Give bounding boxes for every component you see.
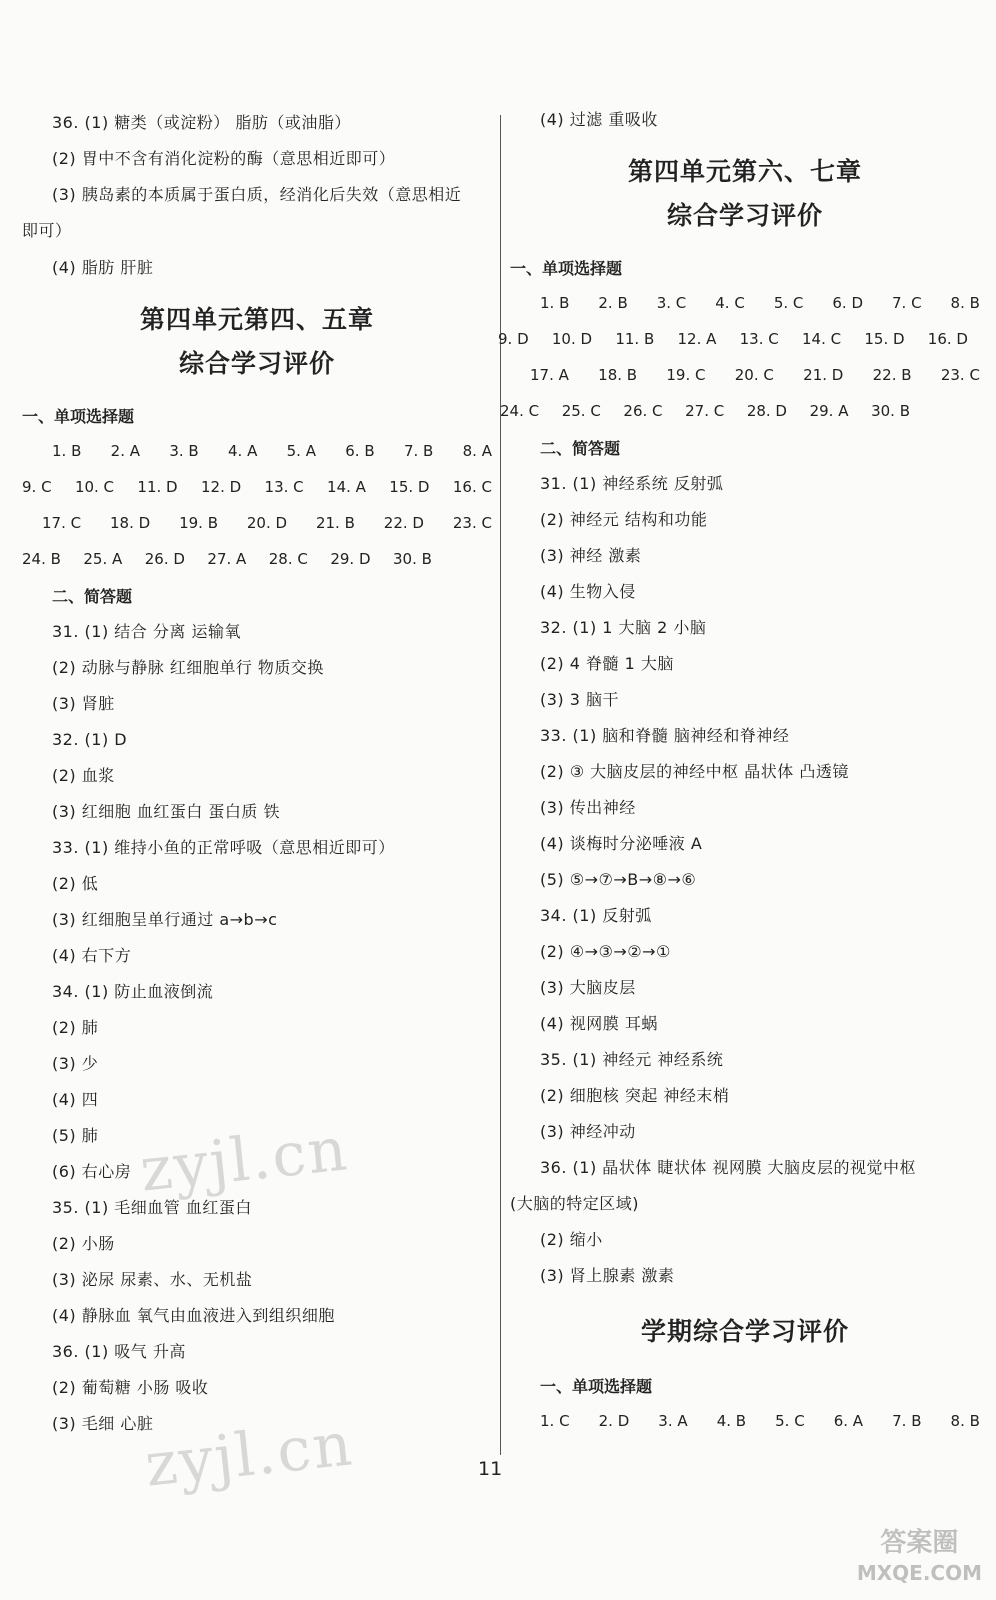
answer-line: 34. (1) 反射弧 — [540, 906, 652, 925]
answer-line: (2) 细胞核 突起 神经末梢 — [540, 1086, 730, 1105]
choice-answer: 22. D — [383, 514, 424, 532]
watermark-badge — [857, 1528, 982, 1588]
answer-line: 32. (1) 1 大脑 2 小脑 — [540, 618, 707, 637]
answer-line: (2) 小肠 — [52, 1234, 115, 1253]
choice-answer: 13. C — [264, 478, 304, 496]
choice-answer: 6. A — [833, 1412, 864, 1430]
answer-line: (3) 肾上腺素 激素 — [540, 1266, 675, 1285]
choice-answer: 18. D — [110, 514, 151, 532]
choice-answer: 1. C — [540, 1412, 570, 1430]
choice-answer: 23. C — [452, 514, 492, 532]
column-divider — [500, 115, 501, 1455]
section-heading: 二、简答题 — [540, 439, 621, 458]
answer-line: (4) 四 — [52, 1090, 99, 1109]
choice-answer: 24. C — [500, 402, 540, 420]
choice-row — [500, 400, 910, 422]
watermark-logo: zyjl.cn — [136, 1114, 352, 1206]
choice-answer: 28. C — [268, 550, 308, 568]
choice-answer: 19. C — [666, 366, 706, 384]
choice-answer: 7. B — [403, 442, 434, 460]
answer-line: (2) 葡萄糖 小肠 吸收 — [52, 1378, 209, 1397]
choice-answer: 5. C — [775, 1412, 805, 1430]
choice-answer: 3. B — [169, 442, 199, 460]
section-title: 第四单元第四、五章 — [139, 305, 374, 334]
choice-answer: 12. A — [677, 330, 717, 348]
answer-line: (3) 神经冲动 — [540, 1122, 636, 1141]
answer-line: (4) 静脉血 氧气由血液进入到组织细胞 — [52, 1306, 335, 1325]
choice-answer: 28. D — [746, 402, 787, 420]
answer-line: (2) 血浆 — [52, 766, 115, 785]
answer-line: (3) 传出神经 — [540, 798, 636, 817]
choice-answer: 14. A — [327, 478, 366, 496]
choice-answer: 26. C — [623, 402, 663, 420]
choice-answer: 21. B — [315, 514, 355, 532]
answer-line: (2) 神经元 结构和功能 — [540, 510, 708, 529]
answer-line: (3) 毛细 心脏 — [52, 1414, 154, 1433]
section-title: 第四单元第六、七章 — [627, 157, 862, 186]
choice-answer: 5. A — [286, 442, 316, 460]
choice-answer: 12. D — [200, 478, 242, 496]
answer-line: (5) ⑤→⑦→B→⑧→⑥ — [540, 870, 697, 889]
answer-line: (2) ③ 大脑皮层的神经中枢 晶状体 凸透镜 — [540, 762, 849, 781]
choice-answer: 16. C — [452, 478, 492, 496]
choice-answer: 30. B — [393, 550, 432, 568]
choice-answer: 6. B — [345, 442, 375, 460]
answer-line: (3) 3 脑干 — [540, 690, 620, 709]
choice-answer: 15. D — [864, 330, 905, 348]
choice-answer: 8. B — [950, 1412, 980, 1430]
answer-line: (3) 泌尿 尿素、水、无机盐 — [52, 1270, 253, 1289]
answer-line: 36. (1) 晶状体 睫状体 视网膜 大脑皮层的视觉中枢 — [540, 1158, 917, 1177]
choice-answer: 8. A — [462, 442, 492, 460]
choice-answer: 17. C — [42, 514, 82, 532]
choice-answer: 29. D — [330, 550, 371, 568]
choice-answer: 10. D — [551, 330, 593, 348]
answer-line: (3) 红细胞呈单行通过 a→b→c — [52, 910, 278, 929]
choice-row — [22, 548, 432, 570]
choice-answer: 27. C — [685, 402, 725, 420]
answer-line: 33. (1) 脑和脊髓 脑神经和脊神经 — [540, 726, 790, 745]
answer-line: (2) 胃中不含有消化淀粉的酶（意思相近即可） — [52, 149, 396, 168]
answer-line: (3) 胰岛素的本质属于蛋白质，经消化后失效（意思相近 — [52, 185, 462, 204]
choice-row — [52, 440, 492, 462]
choice-answer: 20. C — [734, 366, 774, 384]
choice-answer: 21. D — [803, 366, 844, 384]
watermark-logo: zyjl.cn — [141, 1409, 357, 1501]
answer-line: (4) 谈梅时分泌唾液 A — [540, 834, 703, 853]
choice-answer: 30. B — [871, 402, 910, 420]
choice-answer: 20. D — [246, 514, 288, 532]
answer-line: 31. (1) 结合 分离 运输氧 — [52, 622, 241, 641]
answer-line: 33. (1) 维持小鱼的正常呼吸（意思相近即可） — [52, 838, 395, 857]
watermark-badge-url: MXQE.COM — [856, 1561, 982, 1585]
section-heading: 一、单项选择题 — [22, 407, 135, 426]
choice-row — [22, 476, 492, 498]
choice-answer: 2. A — [110, 442, 141, 460]
answer-line: 35. (1) 毛细血管 血红蛋白 — [52, 1198, 252, 1217]
choice-answer: 7. B — [892, 1412, 922, 1430]
answer-line: (2) 动脉与静脉 红细胞单行 物质交换 — [52, 658, 324, 677]
choice-answer: 10. C — [74, 478, 115, 496]
choice-answer: 11. B — [615, 330, 655, 348]
section-title: 学期综合学习评价 — [640, 1317, 849, 1346]
choice-answer: 14. C — [802, 330, 842, 348]
page-number: 11 — [478, 1458, 503, 1480]
choice-answer: 25. C — [561, 402, 601, 420]
answer-line: (4) 脂肪 肝脏 — [52, 258, 154, 277]
answer-line: (4) 视网膜 耳蜗 — [540, 1014, 658, 1033]
choice-answer: 1. B — [540, 294, 570, 312]
choice-answer: 23. C — [940, 366, 980, 384]
watermark-badge-text: 答案圈 — [880, 1528, 959, 1558]
answer-line: 35. (1) 神经元 神经系统 — [540, 1050, 724, 1069]
section-subtitle: 综合学习评价 — [666, 201, 823, 230]
choice-answer: 17. A — [530, 366, 569, 384]
choice-row — [530, 364, 980, 386]
choice-answer: 9. C — [22, 478, 52, 496]
answer-line: (4) 过滤 重吸收 — [540, 110, 658, 129]
choice-answer: 13. C — [739, 330, 779, 348]
choice-answer: 8. B — [950, 294, 980, 312]
answer-line: 32. (1) D — [52, 730, 128, 749]
choice-answer: 18. B — [598, 366, 638, 384]
answer-line: (3) 少 — [52, 1054, 99, 1073]
answer-line: (6) 右心房 — [52, 1162, 132, 1181]
answer-line: (3) 红细胞 血红蛋白 蛋白质 铁 — [52, 802, 281, 821]
choice-answer: 29. A — [809, 402, 849, 420]
choice-answer: 3. C — [656, 294, 687, 312]
choice-row — [540, 292, 980, 314]
answer-line: (2) ④→③→②→① — [540, 942, 671, 961]
choice-answer: 5. C — [773, 294, 804, 312]
answer-line: (2) 缩小 — [540, 1230, 603, 1249]
answer-line: (3) 大脑皮层 — [540, 978, 636, 997]
answer-line: (2) 肺 — [52, 1018, 99, 1037]
answer-line: (2) 4 脊髓 1 大脑 — [540, 654, 674, 673]
choice-answer: 1. B — [52, 442, 82, 460]
answer-line: 36. (1) 吸气 升高 — [52, 1342, 186, 1361]
choice-answer: 25. A — [83, 550, 123, 568]
choice-answer: 9. D — [498, 330, 529, 348]
choice-answer: 4. A — [227, 442, 258, 460]
choice-answer: 15. D — [389, 478, 430, 496]
choice-answer: 4. C — [715, 294, 745, 312]
choice-answer: 7. C — [891, 294, 922, 312]
choice-answer: 2. B — [598, 294, 628, 312]
answer-line: 36. (1) 糖类（或淀粉） 脂肪（或油脂） — [52, 113, 351, 132]
section-heading: 一、单项选择题 — [540, 1377, 653, 1396]
choice-answer: 11. D — [137, 478, 178, 496]
answer-line: (4) 右下方 — [52, 946, 132, 965]
choice-row — [42, 512, 492, 534]
choice-answer: 3. A — [658, 1412, 688, 1430]
answer-line: (5) 肺 — [52, 1126, 99, 1145]
section-subtitle: 综合学习评价 — [178, 349, 335, 378]
choice-answer: 19. B — [179, 514, 218, 532]
section-heading: 二、简答题 — [52, 587, 133, 606]
answer-line: (4) 生物入侵 — [540, 582, 636, 601]
choice-answer: 16. D — [927, 330, 968, 348]
choice-answer: 4. B — [716, 1412, 747, 1430]
answer-line: (3) 肾脏 — [52, 694, 115, 713]
answer-line: 31. (1) 神经系统 反射弧 — [540, 474, 724, 493]
choice-answer: 2. D — [598, 1412, 630, 1430]
answer-line: 即可） — [22, 221, 72, 240]
answer-line: (大脑的特定区域) — [510, 1194, 639, 1213]
choice-answer: 27. A — [207, 550, 247, 568]
choice-answer: 22. B — [872, 366, 912, 384]
section-heading: 一、单项选择题 — [510, 259, 623, 278]
answer-line: 34. (1) 防止血液倒流 — [52, 982, 214, 1001]
choice-answer: 24. B — [22, 550, 61, 568]
choice-row — [498, 328, 968, 350]
choice-row — [540, 1410, 980, 1432]
answer-line: (3) 神经 激素 — [540, 546, 642, 565]
answer-line: (2) 低 — [52, 874, 99, 893]
choice-answer: 26. D — [144, 550, 185, 568]
choice-answer: 6. D — [832, 294, 863, 312]
